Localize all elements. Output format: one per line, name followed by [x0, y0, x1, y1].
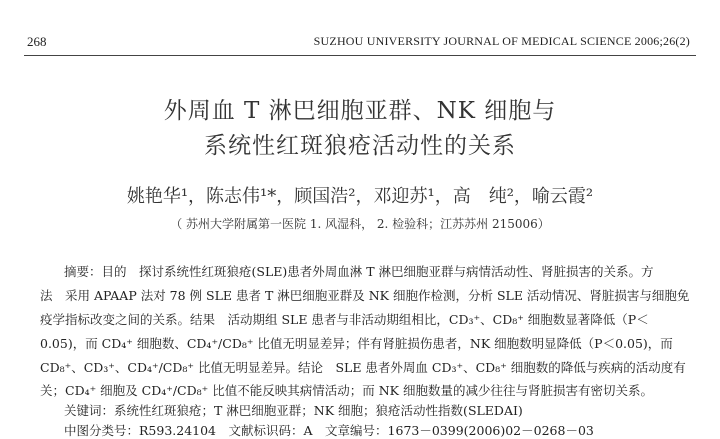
- abstract-line: 0.05)，而 CD₄⁺ 细胞数、CD₄⁺/CD₈⁺ 比值无明显差异；伴有肾脏损伤患者，NK 细胞数明显降低（P＜0.05)，而: [40, 336, 673, 351]
- abstract-line: 关；CD₄⁺ 细胞及 CD₄⁺/CD₈⁺ 比值不能反映其病情活动；而 NK 细胞数量的减少往往与肾脏损害有密切关系。: [40, 383, 653, 398]
- abstract-line: 法 采用 APAAP 法对 78 例 SLE 患者 T 淋巴细胞亚群及 NK 细胞作检测，分析 SLE 活动情况、肾脏损害与细胞免: [40, 288, 690, 303]
- header-rule: [24, 55, 696, 56]
- classification-numbers: 中图分类号：R593.24104 文献标识码：A 文章编号：1673－0399(2006)02－0268－03: [64, 423, 594, 438]
- article-title-line-1: 外周血 T 淋巴细胞亚群、NK 细胞与: [163, 98, 557, 124]
- page-number: 268: [27, 34, 47, 49]
- abstract-line: CD₈⁺、CD₃⁺、CD₄⁺/CD₈⁺ 比值无明显差异。结论 SLE 患者外周血 CD₃⁺、CD₈⁺ 细胞数的降低与疾病的活动度有: [40, 360, 686, 375]
- affiliation: （ 苏州大学附属第一医院 1. 风湿科， 2. 检验科；江苏苏州 215006）: [170, 217, 550, 231]
- abstract-line: 疫学指标改变之间的关系。结果 活动期组 SLE 患者与非活动期组相比，CD₃⁺、CD₈⁺ 细胞数显著降低（P＜: [40, 312, 649, 327]
- abstract-line: 摘要：目的 探讨系统性红斑狼疮(SLE)患者外周血淋 T 淋巴细胞亚群与病情活动性、肾脏损害的关系。方: [64, 264, 654, 279]
- journal-name: SUZHOU UNIVERSITY JOURNAL OF MEDICAL SCIENCE 2006;26(2): [313, 34, 690, 48]
- keywords: 关键词：系统性红斑狼疮；T 淋巴细胞亚群；NK 细胞；狼疮活动性指数(SLEDAI): [64, 403, 523, 418]
- authors: 姚艳华¹，陈志伟¹*，顾国浩²，邓迎苏¹，高 纯²，喻云霞²: [126, 186, 594, 207]
- article-title-line-2: 系统性红斑狼疮活动性的关系: [204, 133, 516, 159]
